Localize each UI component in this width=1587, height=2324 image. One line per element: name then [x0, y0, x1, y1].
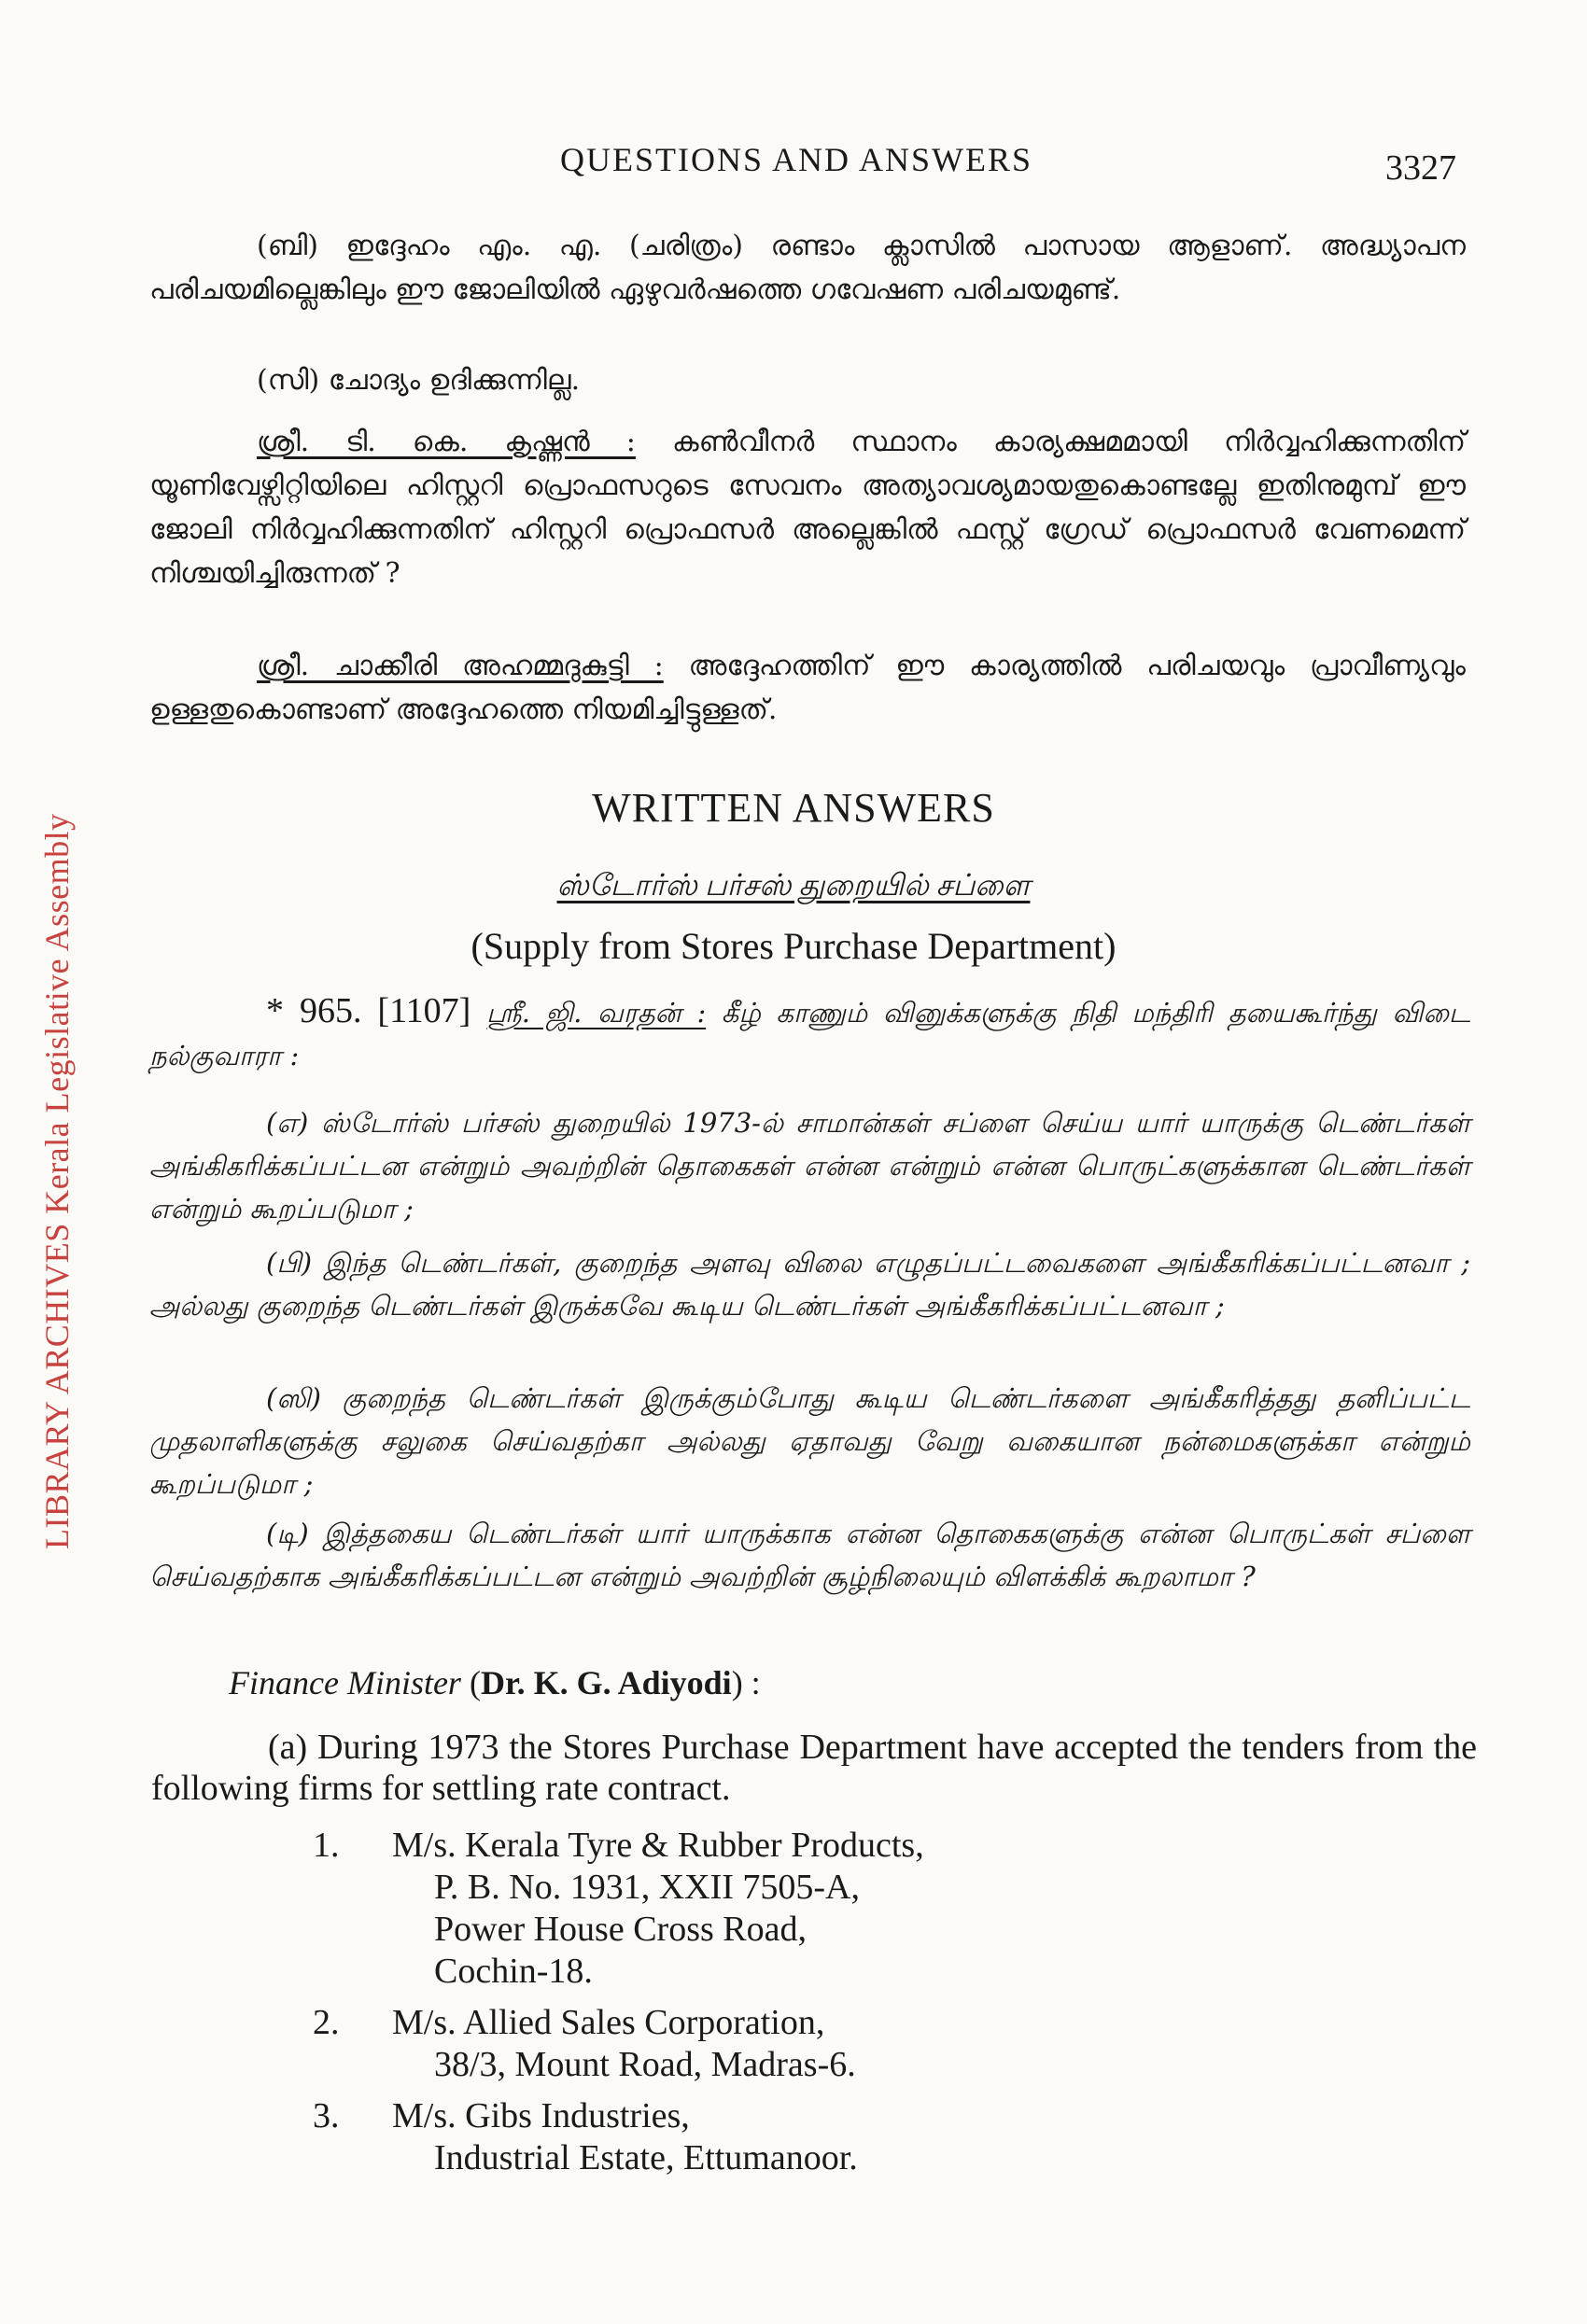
firm-name: M/s. Kerala Tyre & Rubber Products,	[392, 1826, 924, 1865]
firm-address-line: Industrial Estate, Ettumanoor.	[434, 2138, 858, 2177]
archive-watermark: LIBRARY ARCHIVES Kerala Legislative Assembly	[38, 813, 76, 1549]
section-heading: WRITTEN ANSWERS	[592, 785, 995, 831]
question-part-a: (எ) ஸ்டோர்ஸ் பர்சஸ் துறையில் 1973-ல் சாமான்கள் சப்ளை செய்ய யார் யாருக்கு டெண்டர்கள் அங்கிகரிக்கப்பட்டன என்றும் அவற்றின் தொகைகள் என்ன என்றும் என்ன பொருட்களுக்கான டெண்டர்கள் என்றும் கூறப்படுமா ;	[149, 1107, 1470, 1225]
list-number: 2.	[313, 2003, 340, 2042]
question-part-c: (ஸி) குறைந்த டெண்டர்கள் இருக்கும்போது கூடிய டெண்டர்களை அங்கீகரித்தது தனிப்பட்ட முதலாளிகளுக்கு சலுகை செய்வதற்கா அல்லது ஏதாவது வேறு வகையான நன்மைகளுக்கா என்றும் கூறப்படுமா ;	[149, 1382, 1470, 1500]
list-item	[313, 1825, 924, 1993]
question-intro	[149, 989, 1470, 1077]
question-part-b: (பி) இந்த டெண்டர்கள், குறைந்த அளவு விலை எழுதப்பட்டவைகளை அங்கீகரிக்கப்பட்டனவா ; அல்லது குறைந்த டெண்டர்கள் இருக்கவே கூடிய டெண்டர்கள் அங்கீகரிக்கப்பட்டனவா ;	[149, 1247, 1470, 1322]
list-number: 3.	[313, 2096, 340, 2135]
minister-role: Finance Minister	[229, 1664, 461, 1701]
speaker-name: ശ്രീ. ചാക്കീരി അഹമ്മദുകുട്ടി :	[257, 650, 664, 682]
malayalam-answer-b: (ബി) ഇദ്ദേഹം എം. എ. (ചരിത്രം) രണ്ടാം ക്ലാസിൽ പാസായ ആളാണ്. അദ്ധ്യാപന പരിചയമില്ലെങ്കിലും ഈ ജോലിയിൽ ഏഴുവർഷത്തെ ഗവേഷണ പരിചയമുണ്ട്.	[149, 230, 1466, 306]
firm-address-line: Cochin-18.	[434, 1952, 593, 1991]
page-number: 3327	[1385, 148, 1456, 188]
firm-address-line: Power House Cross Road,	[434, 1910, 807, 1949]
question-title-tamil: ஸ்டோர்ஸ் பர்சஸ் துறையில் சப்ளை	[556, 868, 1031, 902]
list-number: 1.	[313, 1826, 340, 1865]
question-part-d: (டி) இத்தகைய டெண்டர்கள் யார் யாருக்காக என்ன தொகைகளுக்கு என்ன பொருட்கள் சப்ளை செய்வதற்காக அங்கீகரிக்கப்பட்டன என்றும் அவற்றின் சூழ்நிலையும் விளக்கிக் கூறலாமா ?	[149, 1518, 1470, 1592]
question-number: * 965. [1107]	[266, 991, 471, 1030]
list-item	[313, 2002, 856, 2086]
question-title-english: (Supply from Stores Purchase Department)	[470, 925, 1117, 967]
firm-name: M/s. Gibs Industries,	[392, 2096, 690, 2135]
minister-name: Dr. K. G. Adiyodi	[480, 1664, 732, 1701]
speech-text: അദ്ദേഹത്തിന് ഈ കാര്യത്തിൽ പരിചയവും പ്രാവീണ്യവും ഉള്ളതുകൊണ്ടാണ് അദ്ദേഹത്തെ നിയമിച്ചിട്ടുള്ളത്.	[149, 650, 1466, 726]
firm-name: M/s. Allied Sales Corporation,	[392, 2003, 825, 2042]
answer-a: (a) During 1973 the Stores Purchase Department have accepted the tenders from the following firms for settling rate contract.	[151, 1728, 1477, 1808]
malayalam-answer-c: (സി) ചോദ്യം ഉദിക്കുന്നില്ല.	[257, 364, 581, 397]
answering-minister: Finance Minister (Dr. K. G. Adiyodi) :	[229, 1664, 761, 1701]
supplementary-answer	[149, 644, 1466, 732]
speech-text: കൺവീനർ സ്ഥാനം കാര്യക്ഷമമായി നിർവ്വഹിക്കുന്നതിന് യൂണിവേഴ്സിറ്റിയിലെ ഹിസ്റ്ററി പ്രൊഫസറുടെ സേവനം അത്യാവശ്യമായതുകൊണ്ടല്ലേ ഇതിനുമുമ്പ് ഈ ജോലി നിർവ്വഹിക്കുന്നതിന് ഹിസ്റ്ററി പ്രൊഫസർ അല്ലെങ്കിൽ ഫസ്റ്റ് ഗ്രേഡ് പ്രൊഫസർ വേണമെന്ന് നിശ്ചയിച്ചിരുന്നത് ?	[149, 426, 1466, 590]
running-header: QUESTIONS AND ANSWERS	[560, 141, 1033, 178]
firm-address-line: 38/3, Mount Road, Madras-6.	[434, 2045, 856, 2084]
list-item	[313, 2095, 858, 2179]
supplementary-question	[149, 420, 1466, 595]
speaker-name: ശ്രീ. ടി. കെ. കൃഷ്ണൻ :	[257, 426, 636, 458]
speaker-name: ஸ்ரீ. ஜி. வரதன் :	[486, 997, 707, 1029]
question-text: கீழ் காணும் வினுக்களுக்கு நிதி மந்திரி தயைகூர்ந்து விடை நல்குவாரா :	[149, 997, 1470, 1071]
firm-address-line: P. B. No. 1931, XXII 7505-A,	[434, 1868, 860, 1907]
